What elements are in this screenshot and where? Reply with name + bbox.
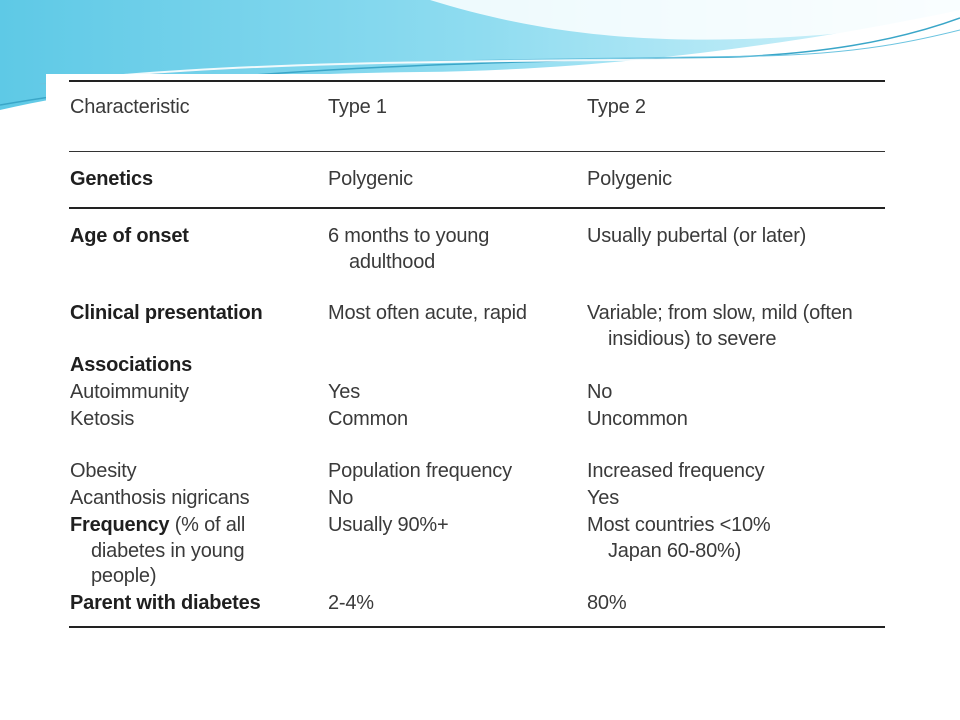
frequency-label-line3: people) <box>91 565 157 587</box>
cell-acanthosis-type2: Yes <box>587 487 620 509</box>
row-label-frequency <box>70 512 245 538</box>
cell-age-type1: 6 months to young <box>328 225 490 247</box>
frequency-label-bold: Frequency <box>70 514 170 536</box>
row-label-clinical-presentation: Clinical presentation <box>70 302 263 324</box>
row-label-obesity: Obesity <box>70 460 137 482</box>
cell-autoimmunity-type2: No <box>587 381 613 403</box>
cell-age-type2: Usually pubertal (or later) <box>587 225 807 247</box>
cell-genetics-type1: Polygenic <box>328 168 413 190</box>
cell-ketosis-type1: Common <box>328 408 408 430</box>
cell-age-type1-line2: adulthood <box>349 251 436 273</box>
cell-frequency-type1: Usually 90%+ <box>328 514 449 536</box>
row-label-parent-with-diabetes: Parent with diabetes <box>70 592 261 614</box>
cell-frequency-type2-line2: Japan 60-80%) <box>608 540 742 562</box>
row-label-acanthosis: Acanthosis nigricans <box>70 487 250 509</box>
cell-acanthosis-type1: No <box>328 487 354 509</box>
section-associations: Associations <box>70 354 193 376</box>
cell-obesity-type1: Population frequency <box>328 460 512 482</box>
cell-clinical-type1: Most often acute, rapid <box>328 302 527 324</box>
row-label-age-of-onset: Age of onset <box>70 225 189 247</box>
cell-obesity-type2: Increased frequency <box>587 460 765 482</box>
header-type2: Type 2 <box>587 96 646 118</box>
frequency-label-rest: (% of all <box>169 514 246 536</box>
cell-frequency-type2: Most countries <10% <box>587 514 771 536</box>
table-top-rule <box>69 80 885 82</box>
row-label-autoimmunity: Autoimmunity <box>70 381 189 403</box>
row-label-genetics: Genetics <box>70 168 153 190</box>
genetics-rule <box>69 207 885 209</box>
table-bottom-rule <box>69 626 885 628</box>
cell-autoimmunity-type1: Yes <box>328 381 361 403</box>
row-label-ketosis: Ketosis <box>70 408 135 430</box>
cell-clinical-type2: Variable; from slow, mild (often <box>587 302 853 324</box>
frequency-label-line2: diabetes in young <box>91 540 245 562</box>
header-type1: Type 1 <box>328 96 387 118</box>
header-rule <box>69 151 885 152</box>
header-characteristic: Characteristic <box>70 96 190 118</box>
cell-ketosis-type2: Uncommon <box>587 408 688 430</box>
cell-parent-type1: 2-4% <box>328 592 374 614</box>
cell-genetics-type2: Polygenic <box>587 168 672 190</box>
cell-clinical-type2-line2: insidious) to severe <box>608 328 777 350</box>
cell-parent-type2: 80% <box>587 592 627 614</box>
